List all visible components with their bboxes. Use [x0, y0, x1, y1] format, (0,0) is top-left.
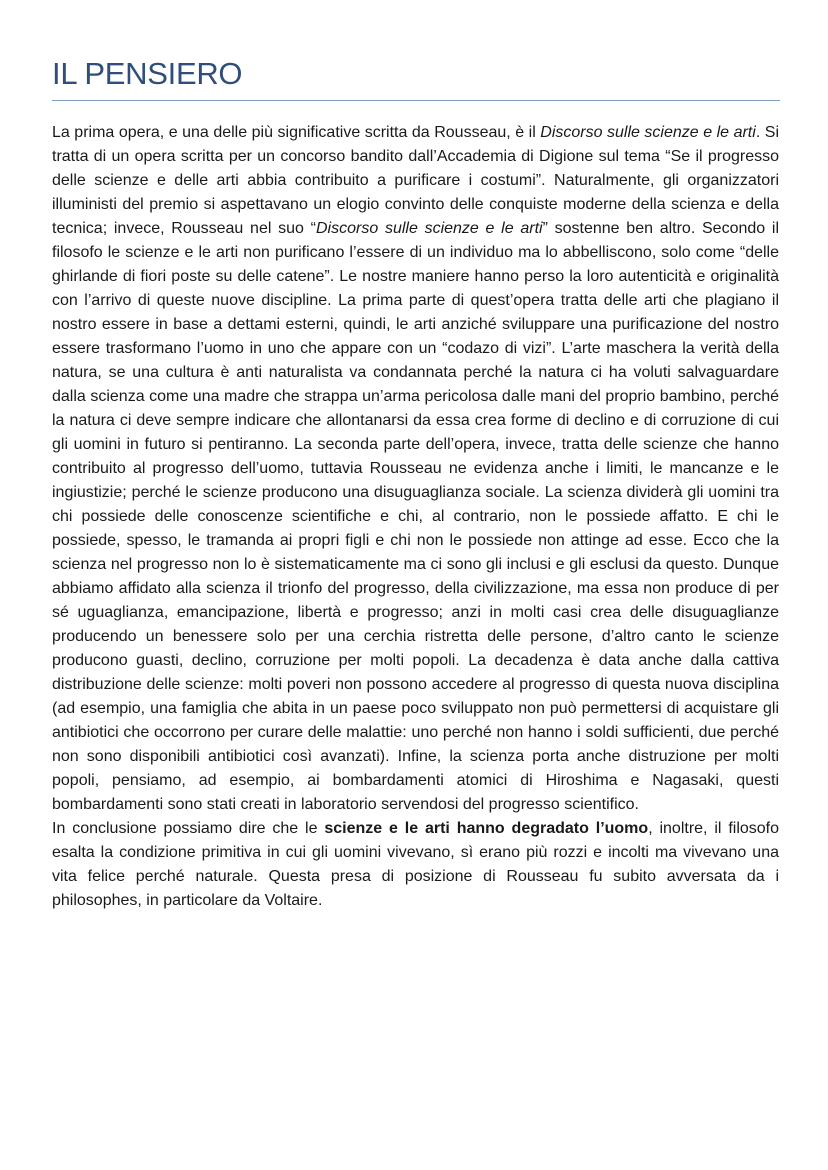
paragraph-1-text-c: ” sostenne ben altro. Secondo il filosofo le scienze e le arti non purificano l’essere di un individuo ma lo abbelliscono, solo come “delle ghirlande di fiori poste su delle catene”. Le nostre maniere hanno perso la loro autenticità e originalità con l’arrivo di queste nuove discipline. La prima parte di quest’opera tratta delle arti che plagiano il nostro essere in base a dettami esterni, quindi, le arti anziché sviluppare una purificazione del nostro essere trasformano l’uomo in uno che appare con un “codazo di vizi”. L’arte maschera la verità della natura, se una cultura è anti naturalista va condannata perché la natura ci ha voluti salvaguardare dalla scienza come una madre che strappa un’arma pericolosa dalle mani del proprio bambino, perché la natura ci deve sempre indicare che allontanarsi da essa crea forme di declino e di corruzione di cui gli uomini in futuro si pentiranno. La seconda parte dell’opera, invece, tratta delle scienze che hanno contribuito al progresso dell’uomo, tuttavia Rousseau ne evidenza anche i limiti, le mancanze e le ingiustizie; perché le scienze producono una disuguaglianza sociale. La scienza dividerà gli uomini tra chi possiede delle conoscenze scientifiche e chi, al contrario, non le possiede affatto. E chi le possiede, spesso, le tramanda ai propri figli e chi non le possiede non attinge ad esse. Ecco che la scienza nel progresso non lo è sistematicamente ma ci sono gli inclusi e gli esclusi da questo. Dunque abbiamo affidato alla scienza il trionfo del progresso, della civilizzazione, ma essa non produce di per sé uguaglianza, emancipazione, libertà e progresso; anzi in molti casi crea delle disuguaglianze producendo un benessere solo per una cerchia ristretta delle persone, d’altro canto le scienze producono guasti, declino, corruzione per molti popoli. La decadenza è data anche dalla cattiva distribuzione delle scienze: molti poveri non possono accedere al progresso di questa nuova disciplina (ad esempio, una famiglia che abita in un paese poco sviluppato non può permettersi di acquistare gli antibiotici che occorrono per curare delle malattie: uno perché non hanno i soldi sufficienti, due perché non sono disponibili antibiotici così avanzati). Infine, la scienza porta anche distruzione per molti popoli, pensiamo, ad esempio, ai bombardamenti atomici di Hiroshima e Nagasaki, questi bombardamenti sono stati creati in laboratorio servendosi del progresso scientifico.	[52, 220, 780, 813]
work-title-italic-2: Discorso sulle scienze e le arti	[315, 220, 543, 237]
paragraph-1	[52, 121, 779, 817]
section-heading: IL PENSIERO	[52, 56, 243, 91]
conclusion-bold: scienze e le arti hanno degradato l’uomo	[324, 820, 649, 837]
paragraph-1-text-a: La prima opera, e una delle più significative scritta da Rousseau, è il	[52, 124, 541, 141]
paragraph-1-text-b: . Si tratta di un opera scritta per un concorso bandito dall’Accademia di Digione sul tema “Se il progresso delle scienze e delle arti abbia contribuito a purificare i costumi”. Naturalmente, gli organizzatori illuministi del premio si aspettavano un elogio convinto delle conquiste moderne della scienza e della tecnica; invece, Rousseau nel suo “	[52, 124, 779, 237]
body-text	[52, 121, 779, 913]
work-title-italic: Discorso sulle scienze e le arti	[540, 124, 756, 141]
paragraph-2-text-a: In conclusione possiamo dire che le	[52, 820, 325, 837]
paragraph-2-text-b: , inoltre, il filosofo esalta la condizione primitiva in cui gli uomini vivevano, sì erano più rozzi e incolti ma vivevano una vita felice perché naturale. Questa presa di posizione di Rousseau fu subito avversata da i philosophes, in particolare da Voltaire.	[52, 820, 780, 909]
heading-underline	[52, 100, 780, 101]
paragraph-2	[52, 817, 779, 913]
